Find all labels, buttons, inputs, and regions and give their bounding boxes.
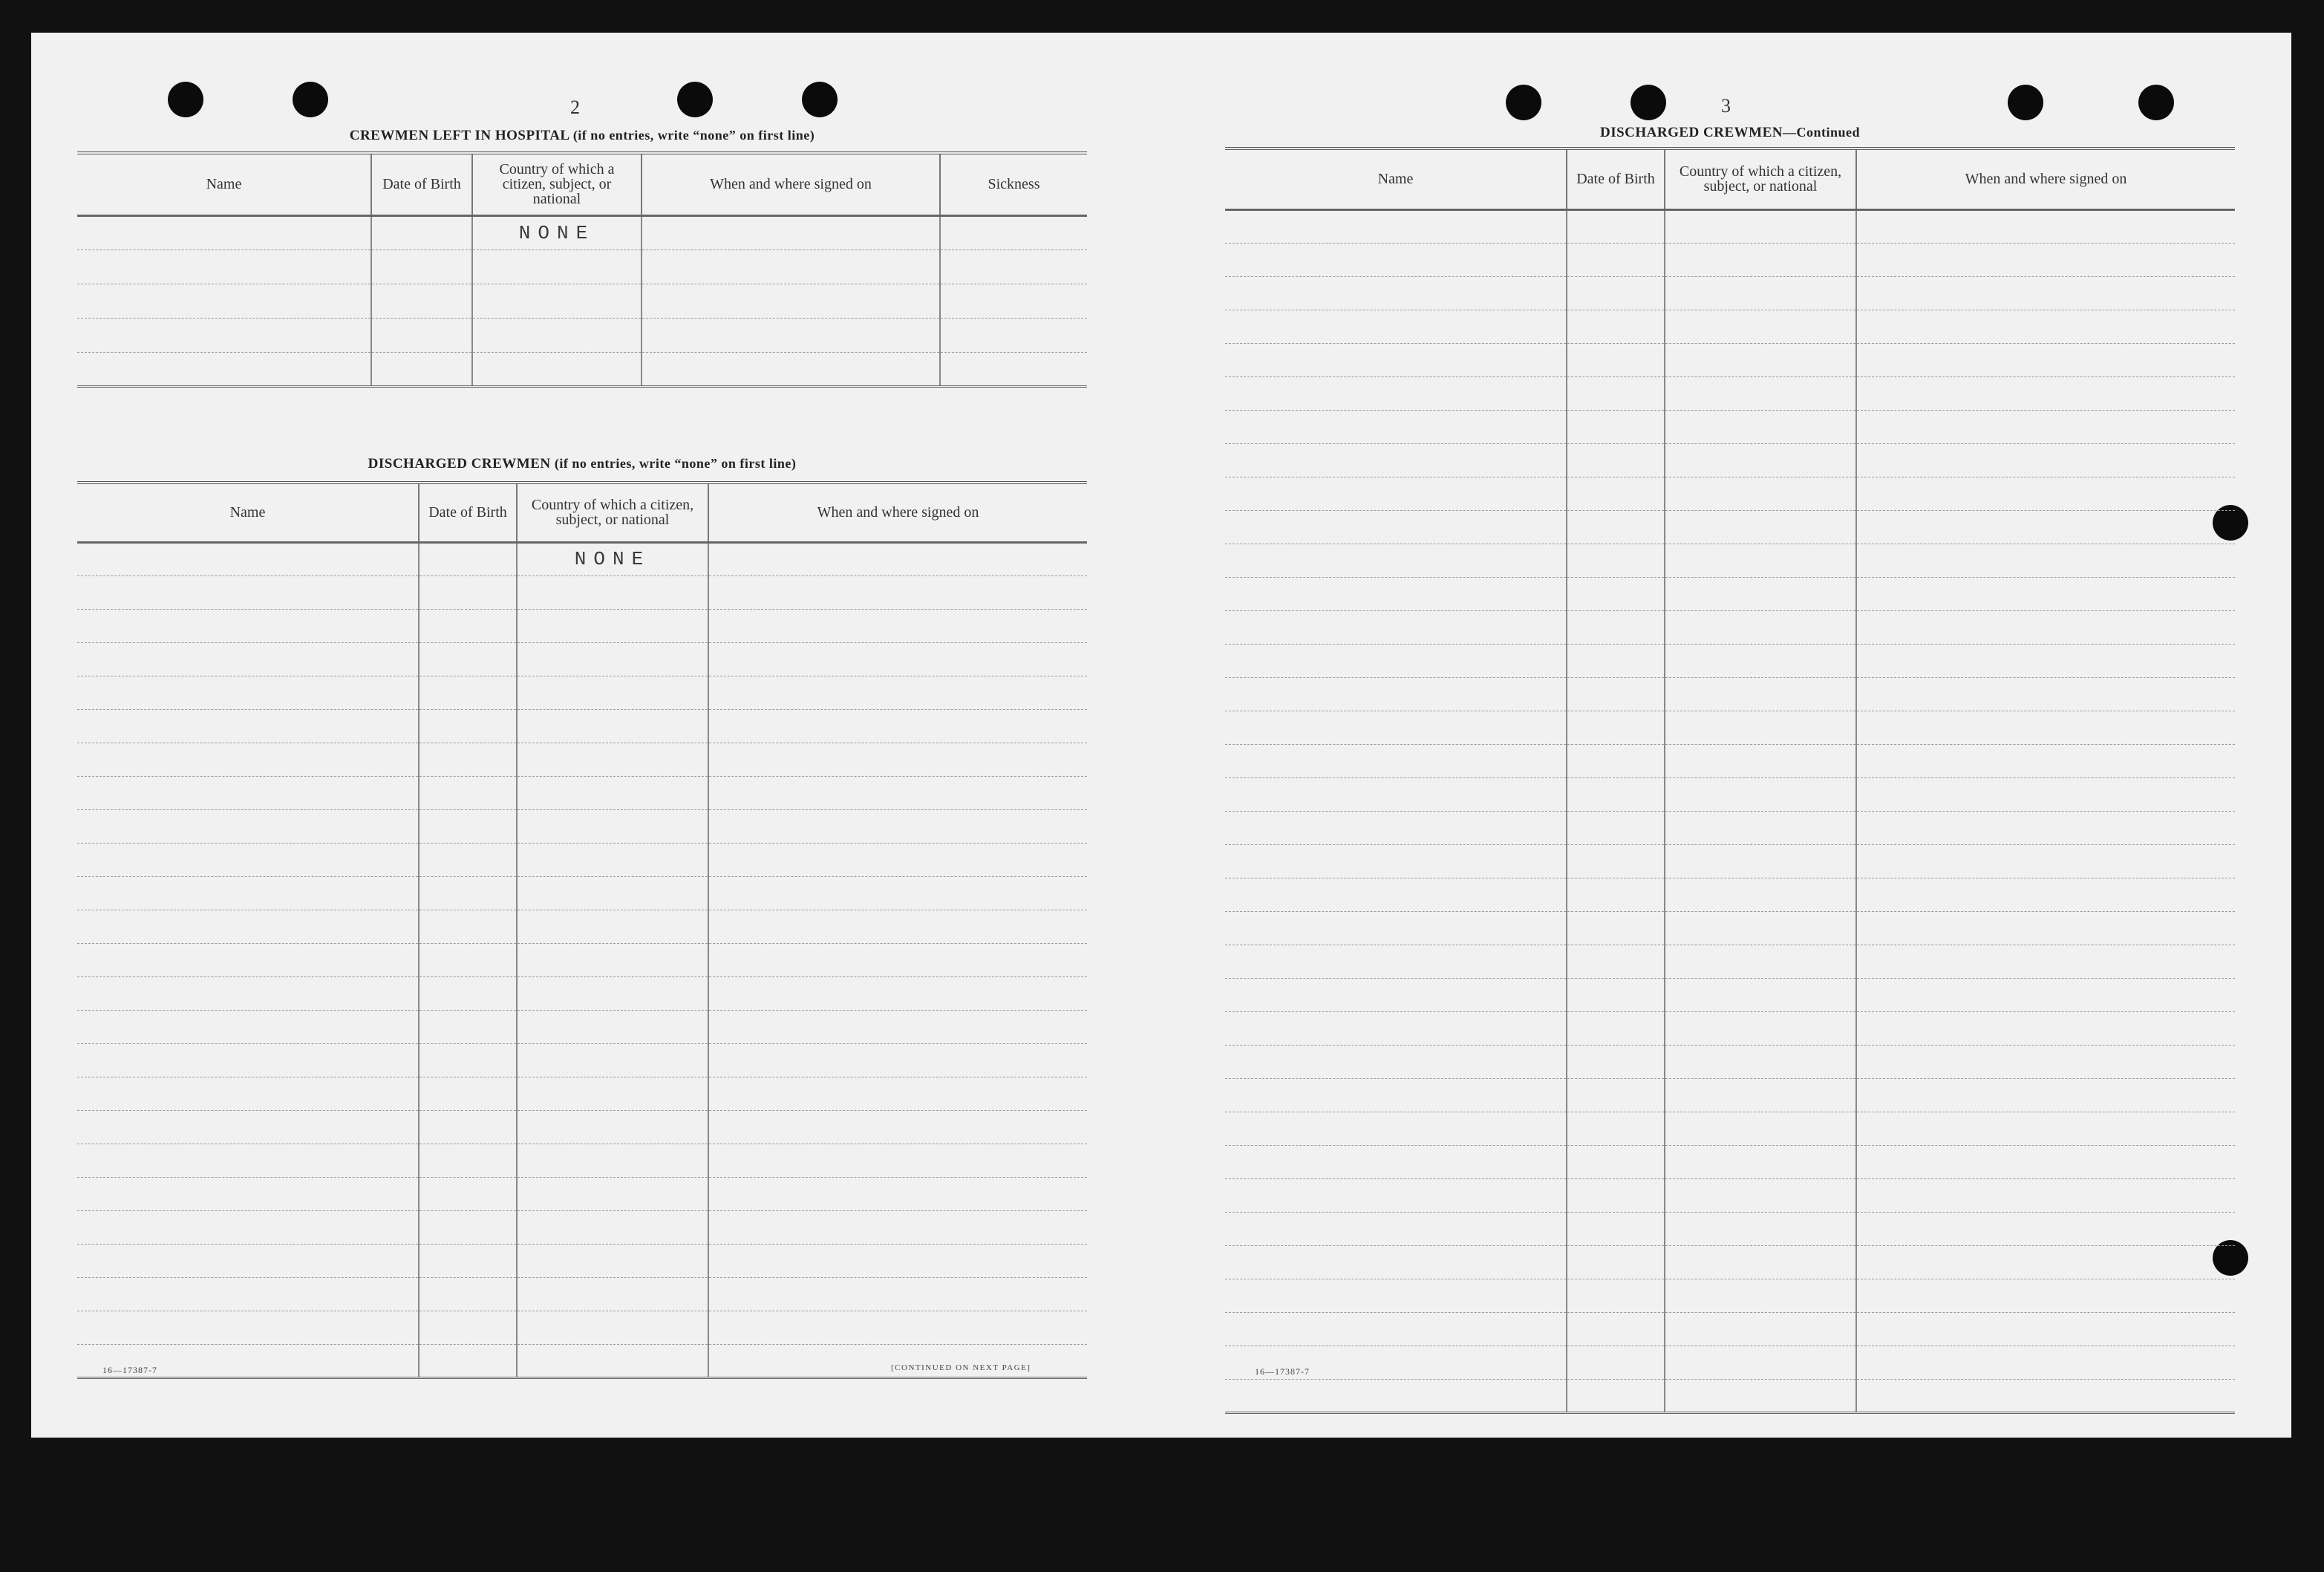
table-row (1225, 1078, 2235, 1112)
table-row (77, 1244, 1087, 1277)
table-row (77, 1277, 1087, 1311)
table-row (1225, 911, 2235, 945)
table-row (77, 1210, 1087, 1244)
table-row (77, 676, 1087, 709)
discharged-continued-table (1225, 147, 2235, 1414)
table-row (1225, 711, 2235, 744)
punch-hole (677, 82, 713, 117)
discharged-continued-title (1225, 125, 2235, 141)
punch-hole (1631, 85, 1666, 120)
table-row (1225, 744, 2235, 777)
table-row (1225, 343, 2235, 376)
table-row (77, 1144, 1087, 1177)
discharged-continued-suffix: —Continued (1782, 125, 1861, 140)
table-row (1225, 1245, 2235, 1279)
table-row (1225, 1379, 2235, 1412)
discharged-title-note: (if no entries, write “none” on first line) (554, 456, 797, 471)
table-row (1225, 1145, 2235, 1178)
continued-col-name: Name (1225, 149, 1567, 209)
table-row (1225, 276, 2235, 310)
discharged-col-name: Name (77, 483, 419, 542)
hospital-col-name: Name (77, 153, 371, 215)
table-row (77, 809, 1087, 843)
table-row (77, 1344, 1087, 1377)
table-row (1225, 544, 2235, 577)
punch-hole (2008, 85, 2043, 120)
table-row (77, 318, 1087, 352)
table-row (77, 943, 1087, 976)
table-row (77, 743, 1087, 776)
table-row (1225, 443, 2235, 477)
table-row (77, 1043, 1087, 1077)
table-row (1225, 1011, 2235, 1045)
continued-col-dob: Date of Birth (1567, 149, 1665, 209)
table-row (1225, 1045, 2235, 1078)
discharged-col-signed-on: When and where signed on (708, 483, 1087, 542)
discharged-section-title (77, 456, 1087, 472)
table-row (77, 976, 1087, 1010)
table-row (1225, 1112, 2235, 1145)
discharged-col-dob: Date of Birth (419, 483, 517, 542)
document-sheet (31, 33, 2291, 1438)
hospital-col-country: Country of which a citizen, subject, or national (472, 153, 642, 215)
table-row (1225, 811, 2235, 844)
hospital-none-entry: NONE (472, 215, 642, 250)
punch-hole (802, 82, 838, 117)
table-row (77, 575, 1087, 609)
table-row (1225, 209, 2235, 243)
hospital-title-note: (if no entries, write “none” on first line) (572, 128, 815, 143)
table-row (77, 250, 1087, 284)
table-row (77, 1311, 1087, 1344)
table-row (1225, 376, 2235, 410)
hospital-col-dob: Date of Birth (371, 153, 472, 215)
continued-col-country: Country of which a citizen, subject, or national (1665, 149, 1856, 209)
right-page-number: 3 (1721, 95, 1732, 117)
table-row (77, 284, 1087, 318)
hospital-section-title (77, 128, 1087, 144)
right-form-number: 16—17387-7 (1255, 1366, 1310, 1377)
table-row (1225, 1279, 2235, 1312)
hospital-title-text: CREWMEN LEFT IN HOSPITAL (349, 128, 569, 143)
table-row (77, 609, 1087, 642)
table-row (1225, 644, 2235, 677)
table-row (1225, 310, 2235, 343)
table-row (1225, 1212, 2235, 1245)
punch-hole (1506, 85, 1541, 120)
table-row (1225, 477, 2235, 510)
punch-hole (2138, 85, 2174, 120)
table-row (77, 215, 1087, 250)
table-row (1225, 577, 2235, 610)
table-row (1225, 510, 2235, 544)
continued-note: [CONTINUED ON NEXT PAGE] (891, 1363, 1031, 1372)
table-row (1225, 1312, 2235, 1346)
table-row (1225, 243, 2235, 276)
table-row (77, 876, 1087, 910)
table-row (1225, 945, 2235, 978)
table-row (77, 1010, 1087, 1043)
table-row (77, 1177, 1087, 1210)
table-row (1225, 878, 2235, 911)
table-row (1225, 844, 2235, 878)
discharged-table (77, 481, 1087, 1379)
left-page-number: 2 (570, 97, 581, 118)
table-row (77, 352, 1087, 386)
punch-hole (293, 82, 328, 117)
table-row (1225, 1346, 2235, 1379)
discharged-continued-title-text: DISCHARGED CREWMEN (1599, 125, 1783, 140)
table-row (77, 843, 1087, 876)
table-row (77, 1110, 1087, 1144)
table-row (1225, 677, 2235, 711)
table-row (1225, 777, 2235, 811)
table-row (1225, 410, 2235, 443)
punch-hole (168, 82, 203, 117)
table-row (1225, 978, 2235, 1011)
table-row (77, 1077, 1087, 1110)
left-form-number: 16—17387-7 (102, 1365, 157, 1375)
hospital-col-signed-on: When and where signed on (642, 153, 940, 215)
table-row (1225, 610, 2235, 644)
table-row (77, 709, 1087, 743)
discharged-title-text: DISCHARGED CREWMEN (368, 456, 551, 472)
table-row (1225, 1178, 2235, 1212)
discharged-col-country: Country of which a citizen, subject, or national (517, 483, 708, 542)
table-row (77, 776, 1087, 809)
table-row (77, 642, 1087, 676)
continued-col-signed-on: When and where signed on (1856, 149, 2235, 209)
discharged-none-entry: NONE (517, 542, 708, 575)
table-row (77, 542, 1087, 575)
hospital-col-sickness: Sickness (940, 153, 1087, 215)
table-row (77, 910, 1087, 943)
hospital-table (77, 151, 1087, 388)
